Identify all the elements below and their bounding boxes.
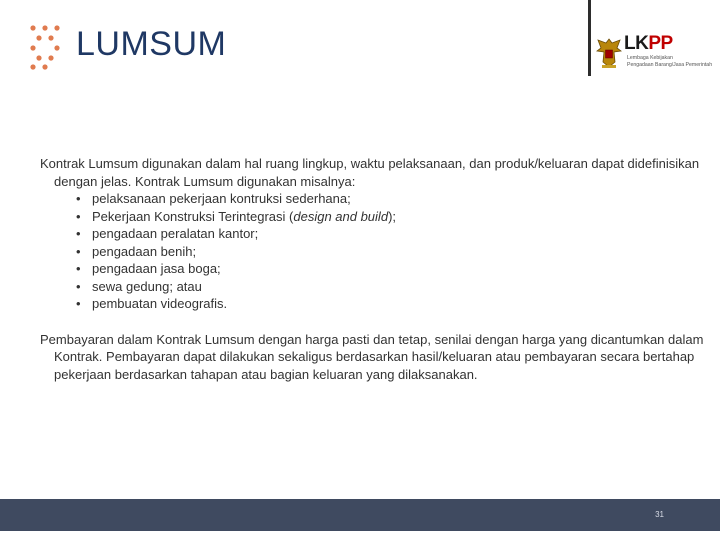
list-item: • Pekerjaan Konstruksi Terintegrasi (design and build);	[76, 208, 708, 226]
list-item: • sewa gedung; atau	[76, 278, 708, 296]
decorative-dots-icon	[28, 24, 62, 70]
garuda-emblem-icon	[596, 36, 622, 70]
logo-wordmark: LKPP	[624, 33, 673, 54]
lkpp-logo	[596, 30, 716, 80]
payment-paragraph: Pembayaran dalam Kontrak Lumsum dengan harga pasti dan tetap, senilai dengan harga yang dicantumkan dalam Kontrak. Pembayaran dapat dilakukan sekaligus berdasarkan hasil/keluaran atau pembayaran secara bertahap pekerjaan berdasarkan tahapan atau bagian keluaran yang dilaksanakan.	[40, 331, 704, 382]
list-item: • pengadaan benih;	[76, 243, 708, 261]
list-item: • pembuatan videografis.	[76, 295, 708, 313]
slide-content	[40, 155, 708, 383]
list-item: • pelaksanaan pekerjaan kontruksi sederhana;	[76, 190, 708, 208]
page-title: LUMSUM	[76, 25, 227, 63]
header-divider	[588, 0, 591, 76]
page-number: 31	[655, 510, 664, 519]
footer-bar	[0, 499, 720, 531]
example-list	[40, 190, 708, 313]
list-item: • pengadaan peralatan kantor;	[76, 225, 708, 243]
intro-paragraph: Kontrak Lumsum digunakan dalam hal ruang lingkup, waktu pelaksanaan, dan produk/keluaran dapat didefinisikan dengan jelas. Kontrak Lumsum digunakan misalnya:	[40, 156, 700, 189]
logo-subtitle: Lembaga Kebijakan Pengadaan Barang/Jasa Pemerintah	[627, 55, 713, 68]
list-item: • pengadaan jasa boga;	[76, 260, 708, 278]
